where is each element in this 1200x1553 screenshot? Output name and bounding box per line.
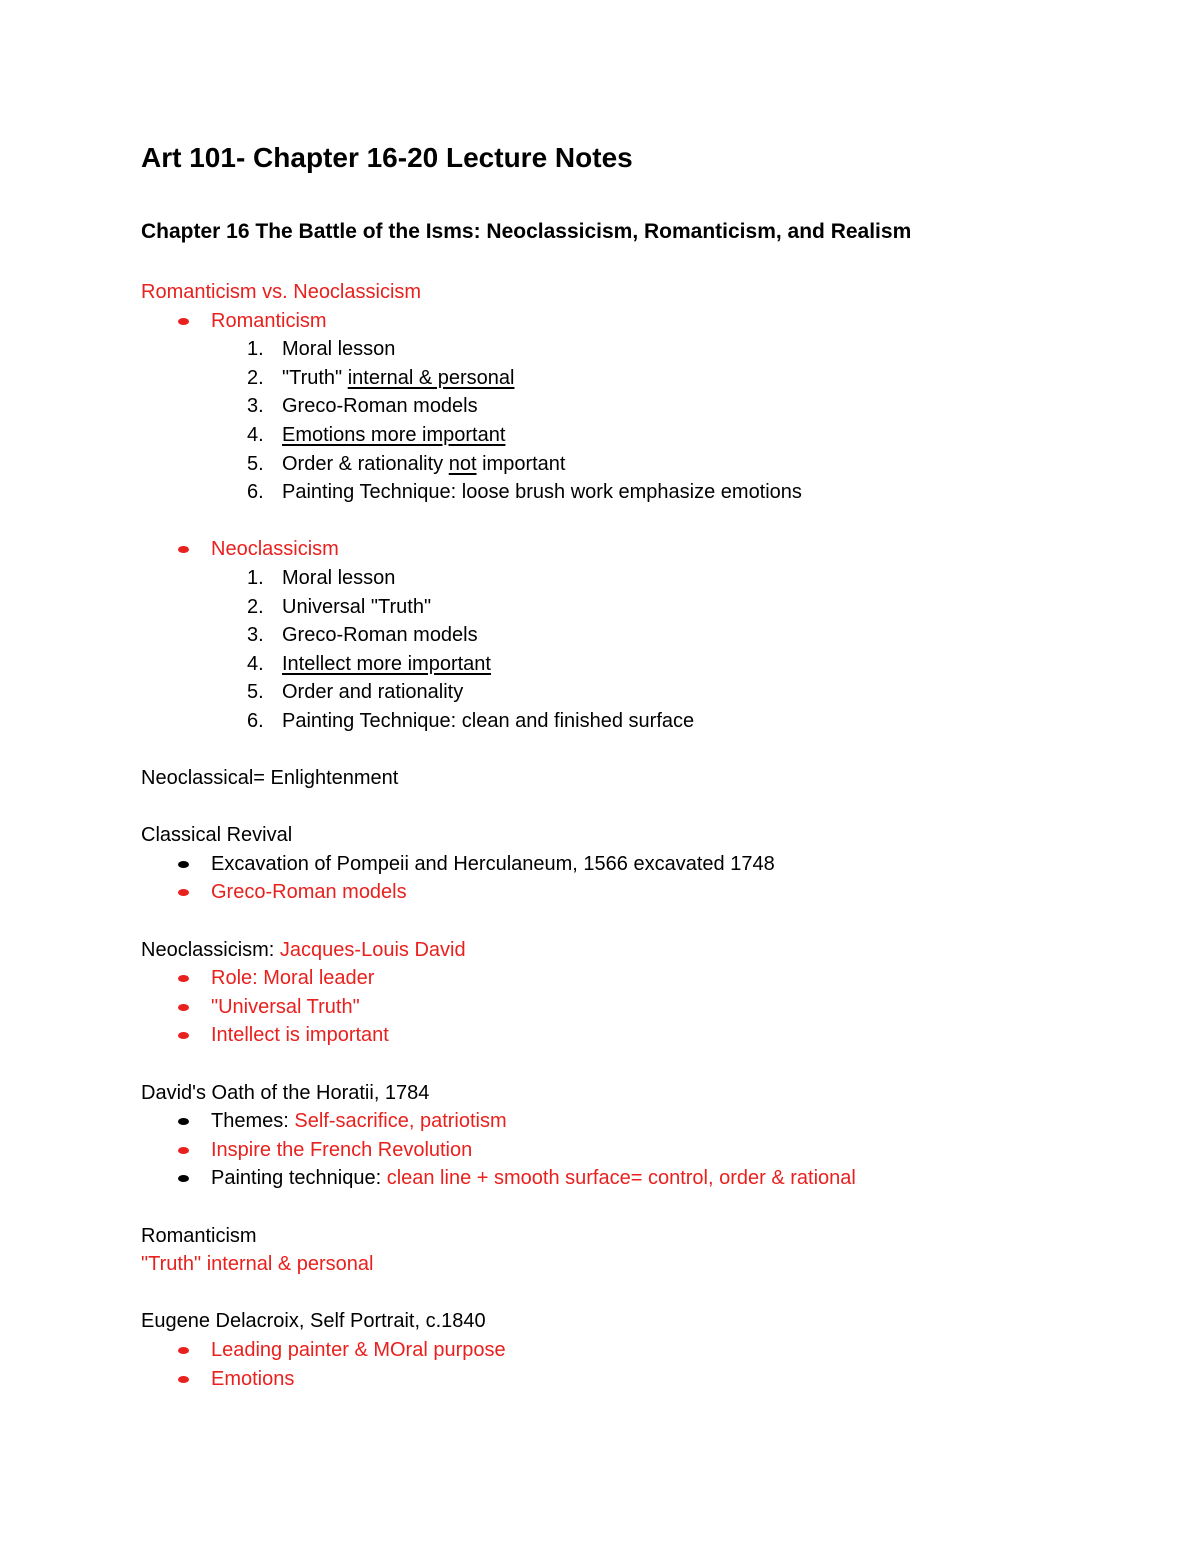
list-item: 6. Painting Technique: clean and finished surface: [247, 709, 695, 732]
romanticism-sub: "Truth" internal & personal: [141, 1253, 374, 1276]
list-item: 1. Moral lesson: [247, 566, 396, 589]
list-item: 6. Painting Technique: loose brush work emphasize emotions: [247, 481, 802, 504]
list-item: 2. Universal "Truth": [247, 595, 432, 618]
bullet-item: "Universal Truth": [141, 993, 856, 1022]
neoclassical-line: Neoclassical= Enlightenment: [141, 767, 399, 790]
comparison-section: [141, 278, 856, 1393]
bullet-item: Themes: Self-sacrifice, patriotism: [141, 1107, 856, 1136]
list-item: 3. Greco-Roman models: [247, 624, 478, 647]
list-item: 3. Greco-Roman models: [247, 395, 478, 418]
list-item: 4. Intellect more important: [247, 652, 491, 675]
bullet-romanticism: Romanticism: [141, 307, 856, 336]
bullet-item: Painting technique: clean line + smooth surface= control, order & rational: [141, 1164, 856, 1193]
chapter-heading: Chapter 16 The Battle of the Isms: Neoclassicism, Romanticism, and Realism: [141, 220, 912, 243]
list-item: 2. "Truth" internal & personal: [247, 366, 515, 389]
bullet-item: Excavation of Pompeii and Herculaneum, 1566 excavated 1748: [141, 850, 856, 879]
list-item: 5. Order & rationality not important: [247, 452, 566, 475]
bullet-neoclassicism: Neoclassicism: [141, 535, 856, 564]
list-item: 1. Moral lesson: [247, 338, 396, 361]
document-title: Art 101- Chapter 16-20 Lecture Notes: [141, 142, 633, 173]
bullet-item: Leading painter & MOral purpose: [141, 1336, 856, 1365]
comparison-heading: Romanticism vs. Neoclassicism: [141, 281, 422, 303]
bullet-item: Role: Moral leader: [141, 964, 856, 993]
delacroix-heading: Eugene Delacroix, Self Portrait, c.1840: [141, 1310, 486, 1333]
list-item: 5. Order and rationality: [247, 681, 464, 704]
bullet-item: Inspire the French Revolution: [141, 1136, 856, 1165]
classical-revival-heading: Classical Revival: [141, 824, 293, 847]
romanticism-heading: Romanticism: [141, 1224, 257, 1247]
bullet-item: Emotions: [141, 1365, 856, 1394]
bullet-item: Intellect is important: [141, 1021, 856, 1050]
list-item: 4. Emotions more important: [247, 423, 506, 446]
david-heading: Neoclassicism: Jacques-Louis David: [141, 938, 466, 961]
horatii-heading: David's Oath of the Horatii, 1784: [141, 1081, 430, 1104]
bullet-item: Greco-Roman models: [141, 878, 856, 907]
